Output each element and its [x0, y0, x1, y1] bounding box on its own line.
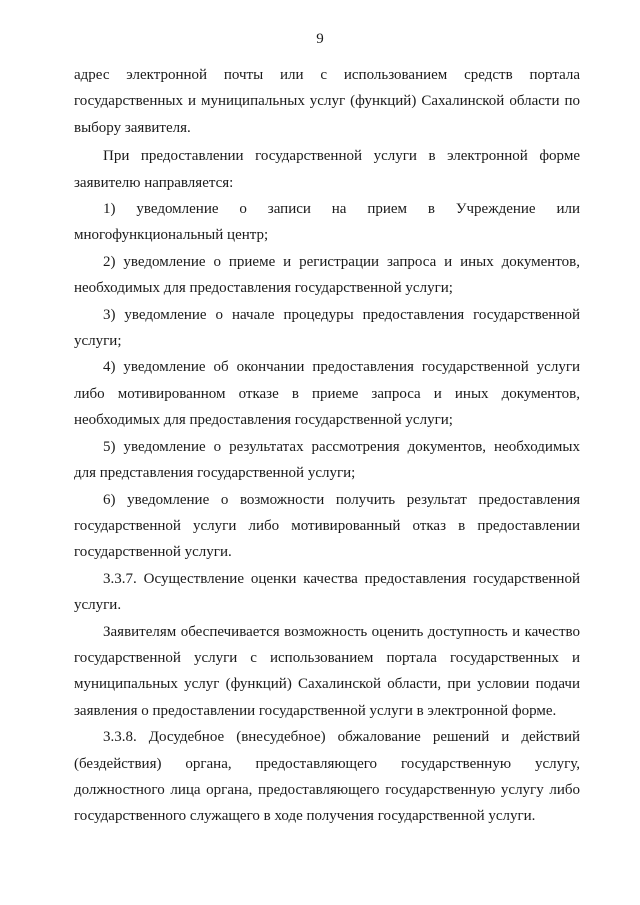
document-body [74, 62, 580, 830]
paragraph-quality-assessment: Заявителям обеспечивается возможность оценить доступность и качество государственной услуги с использованием портала государственных и муниципальных услуг (функций) Сахалинской области, при условии подачи заявления о предоставлении государственной услуги в электронной форме. [74, 623, 580, 719]
section-3-3-8-heading: 3.3.8. Досудебное (внесудебное) обжалование решений и действий (бездействия) органа, предоставляющего государственную услугу, должностного лица органа, предоставляющего государственную услугу либо государственного служащего в ходе получения государственной услуги. [74, 729, 580, 825]
list-item-4: 4) уведомление об окончании предоставления государственной услуги либо мотивированном отказе в приеме запроса и иных документов, необходимых для предоставления государственной услуги; [74, 359, 580, 429]
paragraph-notifications-intro: При предоставлении государственной услуги в электронной форме заявителю направляется: [74, 148, 580, 191]
list-item-2: 2) уведомление о приеме и регистрации запроса и иных документов, необходимых для предоставления государственной услуги; [74, 253, 580, 297]
paragraph-continuation: адрес электронной почты или с использованием средств портала государственных и муниципальных услуг (функций) Сахалинской области по выбору заявителя. [74, 67, 580, 136]
section-3-3-7-heading: 3.3.7. Осуществление оценки качества предоставления государственной услуги. [74, 570, 580, 614]
list-item-6: 6) уведомление о возможности получить результат предоставления государственной услуги либо мотивированный отказ в предоставлении государственной услуги. [74, 491, 580, 561]
page-number: 9 [316, 31, 324, 47]
list-item-3: 3) уведомление о начале процедуры предоставления государственной услуги; [74, 306, 580, 350]
list-item-1: 1) уведомление о записи на прием в Учреждение или многофункциональный центр; [74, 201, 580, 244]
list-item-5: 5) уведомление о результатах рассмотрения документов, необходимых для представления государственной услуги; [74, 438, 580, 482]
